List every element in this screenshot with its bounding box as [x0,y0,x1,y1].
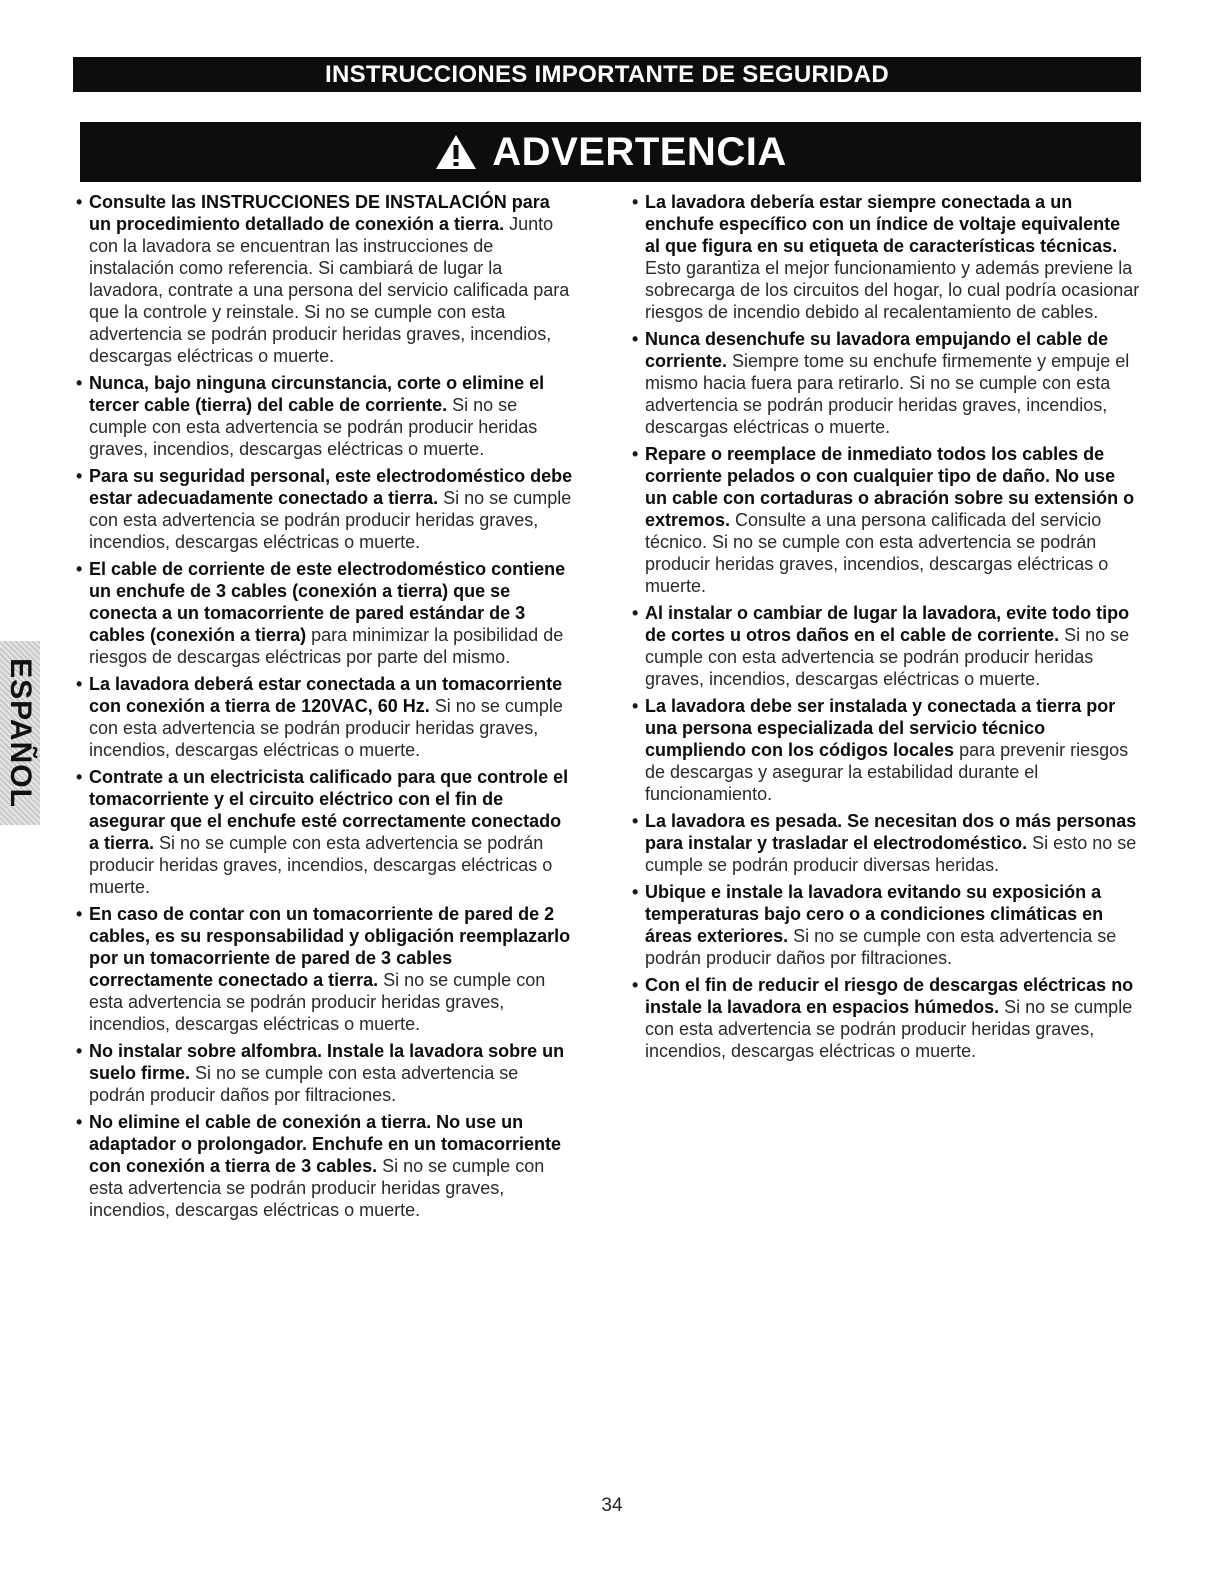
warning-triangle-icon [434,133,478,171]
warning-item: • No elimine el cable de conexión a tierra. No use un adaptador o prolongador. Enchufe en un tomacorriente con conexión a tierra de 3 cables. Si no se cumple con esta advertencia se podrán producir heridas graves, incendios, descargas eléctricas o muerte. [76,1112,562,1220]
language-label: ESPAÑOL [4,658,38,808]
warning-item: • La lavadora deberá estar conectada a un tomacorriente con conexión a tierra de 120VAC, 60 Hz. Si no se cumple con esta advertencia se podrán producir heridas graves, incendios, descargas eléctricas o muerte. [76,674,563,760]
language-side-tab [0,641,40,825]
warning-item: • No instalar sobre alfombra. Instale la lavadora sobre un suelo firme. Si no se cumple con esta advertencia se podrán producir daños por filtraciones. [76,1041,565,1105]
warning-item: • Ubique e instale la lavadora evitando su exposición a temperaturas bajo cero o a condiciones climáticas en áreas exteriores. Si no se cumple con esta advertencia se podrán producir daños por filtraciones. [632,882,1117,968]
section-header: INSTRUCCIONES IMPORTANTE DE SEGURIDAD [73,57,1141,92]
warning-item: • Con el fin de reducir el riesgo de descargas eléctricas no instale la lavadora en espacios húmedos. Si no se cumple con esta advertencia se podrán producir heridas graves, incendios, descargas eléctricas o muerte. [632,975,1134,1061]
warning-item: • La lavadora es pesada. Se necesitan dos o más personas para instalar y trasladar el electrodoméstico. Si esto no se cumple se podrán producir diversas heridas. [632,811,1137,875]
right-column [630,191,1140,1067]
warning-item: • Al instalar o cambiar de lugar la lavadora, evite todo tipo de cortes u otros daños en el cable de corriente. Si no se cumple con esta advertencia se podrán producir heridas graves, incendios, descargas eléctricas o muerte. [632,603,1130,689]
warning-item: • Para su seguridad personal, este electrodoméstico debe estar adecuadamente conectado a tierra. Si no se cumple con esta advertencia se podrán producir heridas graves, incendios, descargas eléctricas o muerte. [76,466,573,552]
warning-item: • La lavadora debe ser instalada y conectada a tierra por una persona especializada del servicio técnico cumpliendo con los códigos locales para prevenir riesgos de descargas y asegurar la estabilidad durante el funcionamiento. [632,696,1129,804]
warning-item: • Consulte las INSTRUCCIONES DE INSTALACIÓN para un procedimiento detallado de conexión a tierra. Junto con la lavadora se encuentran las instrucciones de instalación como referencia. Si cambiará de lugar la lavadora, contrate a una persona del servicio calificada para que la controle y reinstale. Si no se cumple con esta advertencia se podrán producir heridas graves, incendios, descargas eléctricas o muerte. [76,192,570,366]
warning-item: • En caso de contar con un tomacorriente de pared de 2 cables, es su responsabilidad y obligación reemplazarlo por un tomacorriente de pared de 3 cables correctamente conectado a tierra. Si no se cumple con esta advertencia se podrán producir heridas graves, incendios, descargas eléctricas o muerte. [76,904,571,1034]
warning-item: • Contrate a un electricista calificado para que controle el tomacorriente y el circuito eléctrico con el fin de asegurar que el enchufe esté correctamente conectado a tierra. Si no se cumple con esta advertencia se podrán producir heridas graves, incendios, descargas eléctricas o muerte. [76,767,569,897]
warning-item: • La lavadora debería estar siempre conectada a un enchufe específico con un índice de voltaje equivalente al que figura en su etiqueta de características técnicas. Esto garantiza el mejor funcionamiento y además previene la sobrecarga de los circuitos del hogar, lo cual podría ocasionar riesgos de incendio debido al recalentamiento de cables. [632,192,1140,322]
warning-item: • Nunca, bajo ninguna circunstancia, corte o elimine el tercer cable (tierra) del cable de corriente. Si no se cumple con esta advertencia se podrán producir heridas graves, incendios, descargas eléctricas o muerte. [76,373,545,459]
warning-item: • Nunca desenchufe su lavadora empujando el cable de corriente. Siempre tome su enchufe firmemente y empuje el mismo hacia fuera para retirarlo. Si no se cumple con esta advertencia se podrán producir heridas graves, incendios, descargas eléctricas o muerte. [632,329,1130,437]
warning-item: • Repare o reemplace de inmediato todos los cables de corriente pelados o con cualquier tipo de daño. No use un cable con cortaduras o abración sobre su extensión o extremos. Consulte a una persona calificada del servicio técnico. Si no se cumple con esta advertencia se podrán producir heridas graves, incendios, descargas eléctricas o muerte. [632,444,1135,596]
left-column [74,191,574,1226]
warning-title: ADVERTENCIA [492,129,787,174]
warning-banner [80,122,1141,182]
warning-item: • El cable de corriente de este electrodoméstico contiene un enchufe de 3 cables (conexión a tierra) que se conecta a un tomacorriente de pared estándar de 3 cables (conexión a tierra) para minimizar la posibilidad de riesgos de descargas eléctricas por parte del mismo. [76,559,566,667]
page-number: 34 [601,1495,623,1516]
